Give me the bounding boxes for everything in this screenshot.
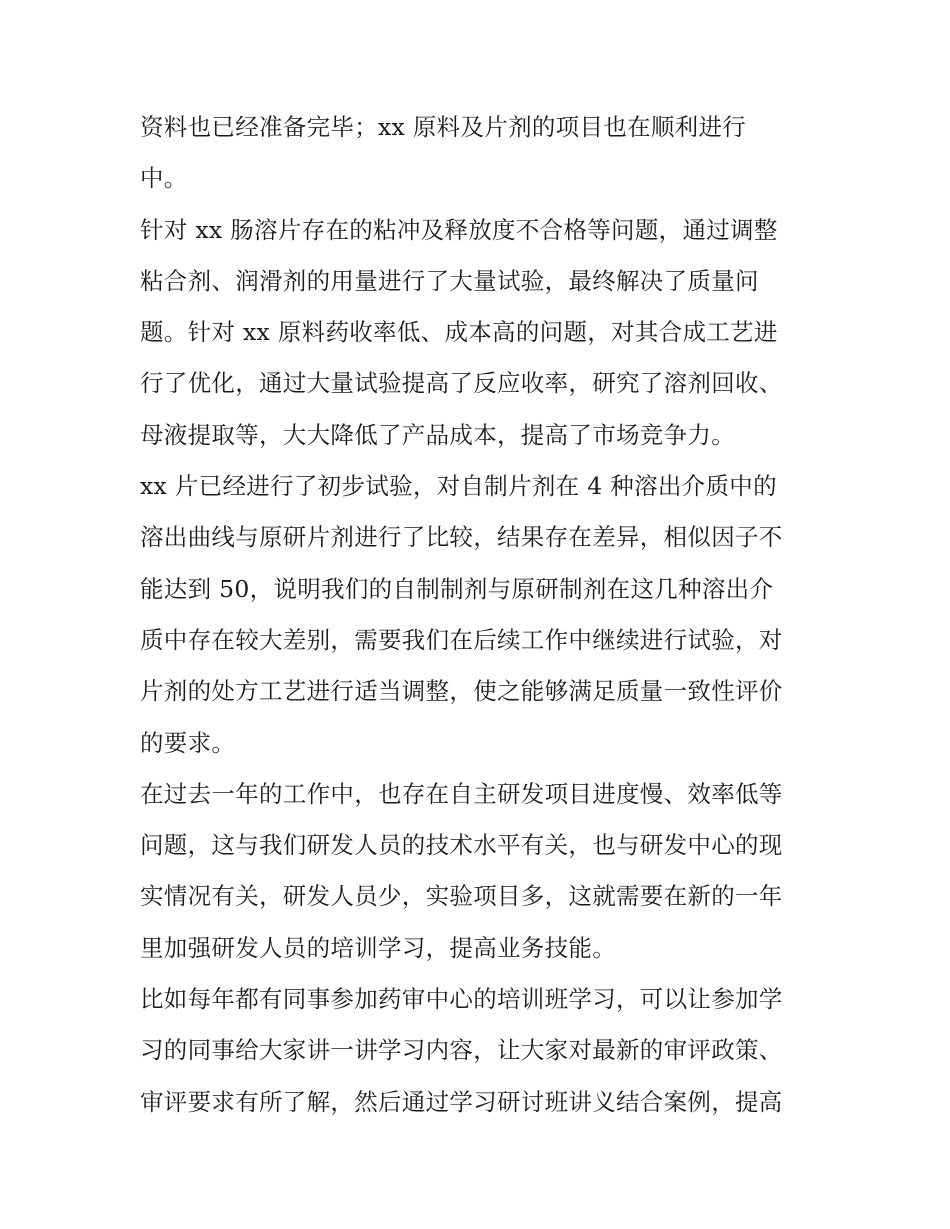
text-line: 习的同事给大家讲一讲学习内容，让大家对最新的审评政策、 (140, 1036, 783, 1065)
text-line: 片剂的处方工艺进行适当调整，使之能够满足质量一致性评价 (140, 677, 783, 706)
text-line: 审评要求有所了解，然后通过学习研讨班讲义结合案例，提高 (140, 1087, 783, 1116)
text-line: 针对 xx 肠溶片存在的粘冲及释放度不合格等问题，通过调整 (140, 215, 778, 244)
text-line: 题。针对 xx 原料药收率低、成本高的问题，对其合成工艺进 (140, 318, 778, 347)
text-line: 实情况有关，研发人员少，实验项目多，这就需要在新的一年 (140, 882, 783, 911)
text-line: 的要求。 (140, 728, 236, 757)
text-line: 粘合剂、润滑剂的用量进行了大量试验，最终解决了质量问 (140, 266, 759, 295)
text-line: 里加强研发人员的培训学习，提高业务技能。 (140, 933, 616, 962)
text-line: 能达到 50，说明我们的自制制剂与原研制剂在这几种溶出介 (140, 574, 774, 603)
document-body (140, 105, 820, 1131)
text-line: 资料也已经准备完毕；xx 原料及片剂的项目也在顺利进行 (140, 113, 747, 141)
text-line: 在过去一年的工作中，也存在自主研发项目进度慢、效率低等 (140, 779, 783, 808)
text-line: 比如每年都有同事参加药审中心的培训班学习，可以让参加学 (140, 985, 783, 1014)
text-line: 母液提取等，大大降低了产品成本，提高了市场竞争力。 (140, 420, 735, 449)
text-line: 中。 (140, 164, 188, 193)
text-line: 行了优化，通过大量试验提高了反应收率，研究了溶剂回收、 (140, 369, 783, 398)
text-line: 问题，这与我们研发人员的技术水平有关，也与研发中心的现 (140, 831, 783, 860)
text-line: 质中存在较大差别，需要我们在后续工作中继续进行试验，对 (140, 625, 783, 654)
text-line: 溶出曲线与原研片剂进行了比较，结果存在差异，相似因子不 (140, 523, 783, 552)
text-line: xx 片已经进行了初步试验，对自制片剂在 4 种溶出介质中的 (140, 472, 777, 501)
